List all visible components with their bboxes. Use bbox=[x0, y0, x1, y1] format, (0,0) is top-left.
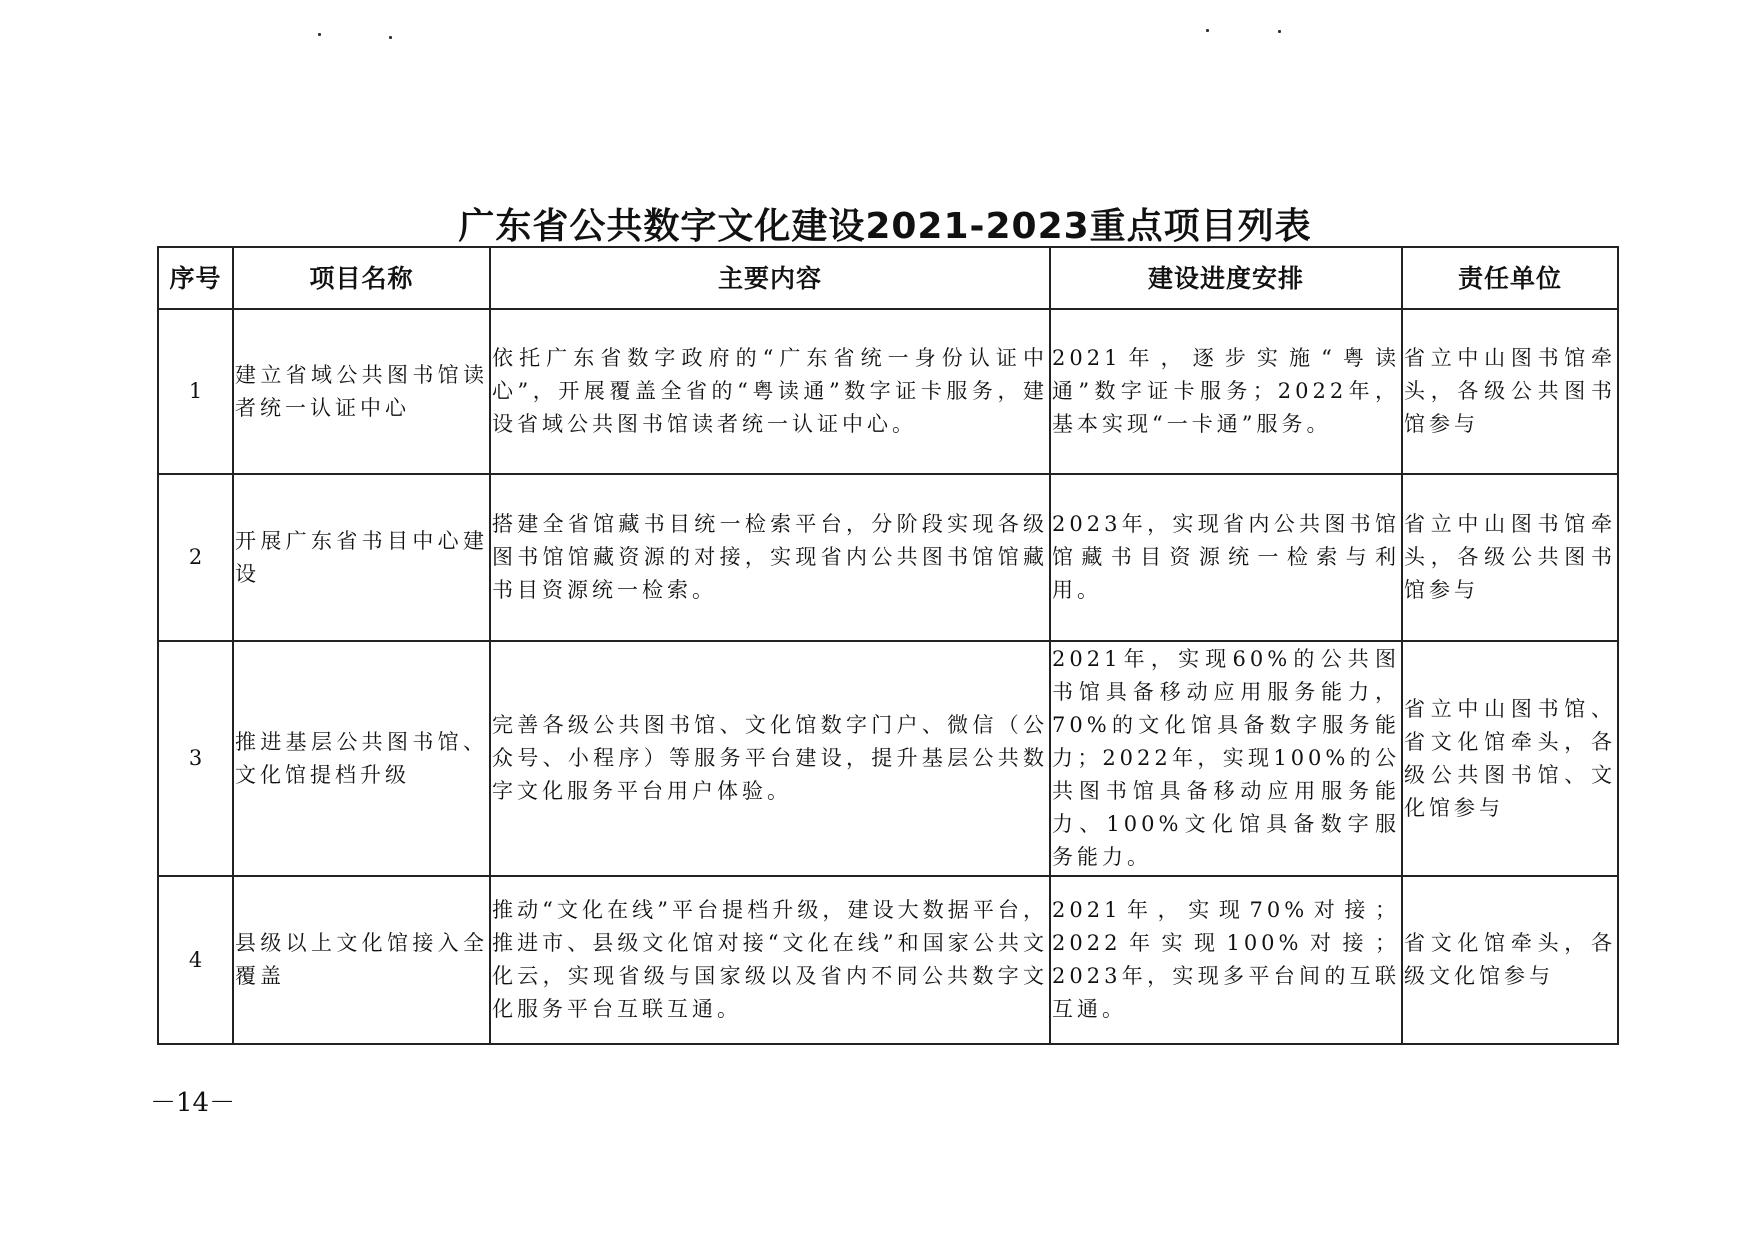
cell-schedule: 2021年，逐步实施“粤读通”数字证卡服务；2022年，基本实现“一卡通”服务。 bbox=[1050, 309, 1402, 474]
header-schedule: 建设进度安排 bbox=[1050, 247, 1402, 309]
cell-content: 完善各级公共图书馆、文化馆数字门户、微信（公众号、小程序）等服务平台建设，提升基层公共数字文化服务平台用户体验。 bbox=[490, 641, 1050, 876]
cell-unit: 省立中山图书馆牵头，各级公共图书馆参与 bbox=[1402, 474, 1618, 641]
cell-name: 推进基层公共图书馆、文化馆提档升级 bbox=[233, 641, 490, 876]
cell-schedule: 2023年，实现省内公共图书馆馆藏书目资源统一检索与利用。 bbox=[1050, 474, 1402, 641]
project-table bbox=[157, 246, 1619, 1045]
scan-speck bbox=[1278, 30, 1281, 33]
scan-speck bbox=[389, 36, 392, 39]
table-row bbox=[158, 309, 1618, 474]
table-row bbox=[158, 876, 1618, 1044]
table-header-row bbox=[158, 247, 1618, 309]
cell-name: 开展广东省书目中心建设 bbox=[233, 474, 490, 641]
header-num: 序号 bbox=[158, 247, 233, 309]
cell-content: 依托广东省数字政府的“广东省统一身份认证中心”，开展覆盖全省的“粤读通”数字证卡服务，建设省域公共图书馆读者统一认证中心。 bbox=[490, 309, 1050, 474]
header-content: 主要内容 bbox=[490, 247, 1050, 309]
cell-name: 建立省域公共图书馆读者统一认证中心 bbox=[233, 309, 490, 474]
cell-schedule: 2021年，实现70%对接；2022年实现100%对接；2023年，实现多平台间的互联互通。 bbox=[1050, 876, 1402, 1044]
cell-content: 搭建全省馆藏书目统一检索平台，分阶段实现各级图书馆馆藏资源的对接，实现省内公共图书馆馆藏书目资源统一检索。 bbox=[490, 474, 1050, 641]
cell-name: 县级以上文化馆接入全覆盖 bbox=[233, 876, 490, 1044]
cell-num: 1 bbox=[158, 309, 233, 474]
cell-num: 4 bbox=[158, 876, 233, 1044]
cell-unit: 省立中山图书馆牵头，各级公共图书馆参与 bbox=[1402, 309, 1618, 474]
cell-num: 2 bbox=[158, 474, 233, 641]
table-row bbox=[158, 474, 1618, 641]
cell-schedule: 2021年，实现60%的公共图书馆具备移动应用服务能力，70%的文化馆具备数字服务能力；2022年，实现100%的公共图书馆具备移动应用服务能力、100%文化馆具备数字服务能力。 bbox=[1050, 641, 1402, 876]
page-title: 广东省公共数字文化建设2021-2023重点项目列表 bbox=[458, 206, 1312, 247]
page-number: －14－ bbox=[150, 1088, 236, 1118]
header-unit: 责任单位 bbox=[1402, 247, 1618, 309]
cell-content: 推动“文化在线”平台提档升级，建设大数据平台，推进市、县级文化馆对接“文化在线”和国家公共文化云，实现省级与国家级以及省内不同公共数字文化服务平台互联互通。 bbox=[490, 876, 1050, 1044]
table-row bbox=[158, 641, 1618, 876]
scan-speck bbox=[318, 33, 321, 36]
header-name: 项目名称 bbox=[233, 247, 490, 309]
cell-num: 3 bbox=[158, 641, 233, 876]
cell-unit: 省文化馆牵头，各级文化馆参与 bbox=[1402, 876, 1618, 1044]
cell-unit: 省立中山图书馆、省文化馆牵头，各级公共图书馆、文化馆参与 bbox=[1402, 641, 1618, 876]
scan-speck bbox=[1206, 29, 1209, 32]
